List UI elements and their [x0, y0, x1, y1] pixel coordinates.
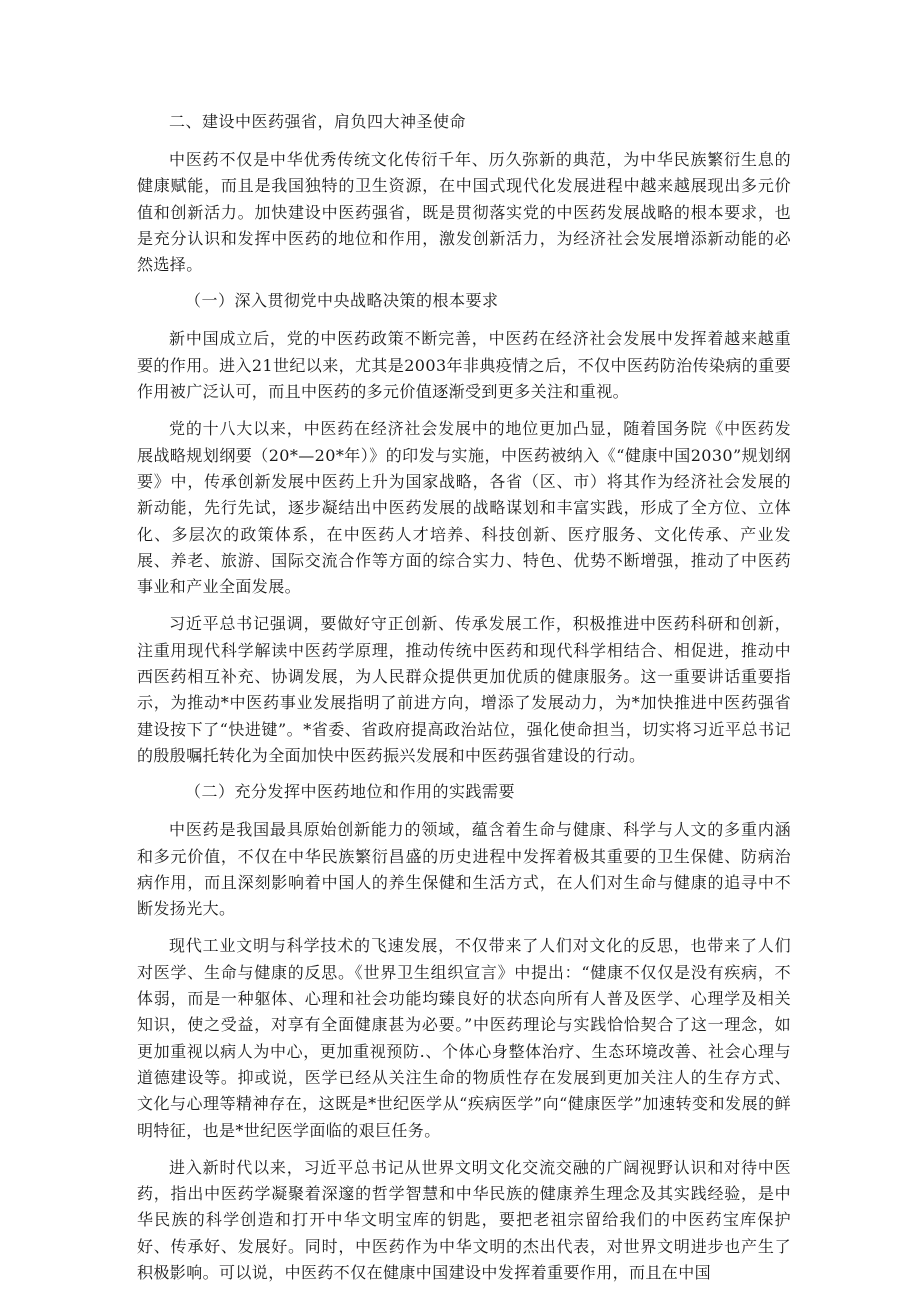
intro-paragraph: 中医药不仅是中华优秀传统文化传衍千年、历久弥新的典范，为中华民族繁衍生息的健康赋能，而且是我国独特的卫生资源，在中国式现代化发展进程中越来越展现出多元价值和创新活力。加快建设中医药强省，既是贯彻落实党的中医药发展战略的根本要求，也是充分认识和发挥中医药的地位和作用，激发创新活力，为经济社会发展增添新动能的必然选择。	[137, 150, 791, 275]
paragraph: 新中国成立后，党的中医药政策不断完善，中医药在经济社会发展中发挥着越来越重要的作用。进入21世纪以来，尤其是2003年非典疫情之后，不仅中医药防治传染病的重要作用被广泛认可，而且中医药的多元价值逐渐受到更多关注和重视。	[137, 329, 791, 402]
paragraph: 习近平总书记强调，要做好守正创新、传承发展工作，积极推进中医药科研和创新，注重用现代科学解读中医药学原理，推动传统中医药和现代科学相结合、相促进，推动中西医药相互补充、协调发展，为人民群众提供更加优质的健康服务。这一重要讲话重要指示，为推动*中医药事业发展指明了前进方向，增添了发展动力，为*加快推进中医药强省建设按下了“快进键”。*省委、省政府提高政治站位，强化使命担当，切实将习近平总书记的殷殷嘱托转化为全面加快中医药振兴发展和中医药强省建设的行动。	[137, 614, 791, 765]
paragraph: 党的十八大以来，中医药在经济社会发展中的地位更加凸显，随着国务院《中医药发展战略规划纲要（20*—20*年）》的印发与实施，中医药被纳入《“健康中国2030”规划纲要》中，传承创新发展中医药上升为国家战略，各省（区、市）将其作为经济社会发展的新动能，先行先试，逐步凝结出中医药发展的战略谋划和丰富实践，形成了全方位、立体化、多层次的政策体系，在中医药人才培养、科技创新、医疗服务、文化传承、产业发展、养老、旅游、国际交流合作等方面的综合实力、特色、优势不断增强，推动了中医药事业和产业全面发展。	[137, 419, 791, 597]
subsection-1-title: （一）深入贯彻党中央战略决策的根本要求	[185, 291, 499, 311]
paragraph: 中医药是我国最具原始创新能力的领域，蕴含着生命与健康、科学与人文的多重内涵和多元价值，不仅在中华民族繁衍昌盛的历史进程中发挥着极其重要的卫生保健、防病治病作用，而且深刻影响着中国人的养生保健和生活方式，在人们对生命与健康的追寻中不断发扬光大。	[137, 820, 791, 919]
paragraph: 进入新时代以来，习近平总书记从世界文明文化交流交融的广阔视野认识和对待中医药，指出中医药学凝聚着深邃的哲学智慧和中华民族的健康养生理念及其实践经验，是中华民族的科学创造和打开中华文明宝库的钥匙，要把老祖宗留给我们的中医药宝库保护好、传承好、发展好。同时，中医药作为中华文明的杰出代表，对世界文明进步也产生了积极影响。可以说，中医药不仅在健康中国建设中发挥着重要作用，而且在中国	[137, 1157, 791, 1282]
subsection-2-title: （二）充分发挥中医药地位和作用的实践需要	[185, 782, 516, 802]
paragraph: 现代工业文明与科学技术的飞速发展，不仅带来了人们对文化的反思，也带来了人们对医学、生命与健康的反思。《世界卫生组织宣言》中提出：“健康不仅仅是没有疾病，不体弱，而是一种躯体、心理和社会功能均臻良好的状态向所有人普及医学、心理学及相关知识，使之受益，对享有全面健康甚为必要。”中医药理论与实践恰恰契合了这一理念，如更加重视以病人为中心，更加重视预防.、个体心身整体治疗、生态环境改善、社会心理与道德建设等。抑或说，医学已经从关注生命的物质性存在发展到更加关注人的生存方式、文化与心理等精神存在，这既是*世纪医学从“疾病医学”向“健康医学”加速转变和发展的鲜明特征，也是*世纪医学面临的艰巨任务。	[137, 936, 791, 1140]
section-title: 二、建设中医药强省，肩负四大神圣使命	[169, 112, 467, 131]
document-body	[137, 110, 791, 1297]
